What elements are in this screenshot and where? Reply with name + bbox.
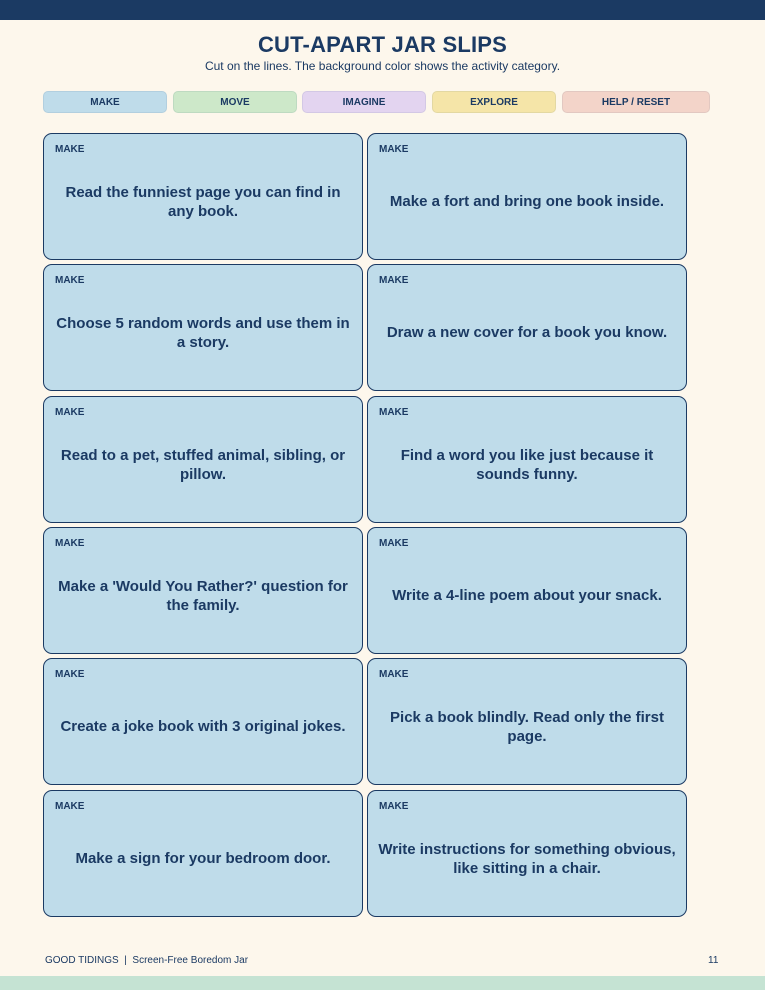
jar-slip [367,790,687,917]
slip-category-label: MAKE [55,669,85,680]
slip-activity-text: Pick a book blindly. Read only the first page. [390,708,664,745]
legend-chip-help-reset: HELP / RESET [562,91,710,113]
footer-brand-text: GOOD TIDINGS | Screen-Free Boredom Jar [45,955,249,966]
legend-chip-move: MOVE [173,91,297,113]
category-legend [0,91,765,113]
page-number: 11 [708,955,719,966]
slip-activity-text: Write a 4-line poem about your snack. [392,587,662,604]
jar-slip [367,264,687,391]
jar-slip [367,527,687,654]
jar-slip [43,658,363,785]
jar-slip [43,790,363,917]
slip-category-label: MAKE [379,407,409,418]
jar-slip [43,133,363,260]
page-subtitle: Cut on the lines. The background color shows the activity category. [204,59,561,73]
legend-chip-imagine: IMAGINE [302,91,426,113]
slip-activity-text: Draw a new cover for a book you know. [386,324,668,341]
slip-category-label: MAKE [55,538,85,549]
slip-activity-text: Write instructions for something obvious, like sitting in a chair. [378,840,676,877]
jar-slip [367,658,687,785]
jar-slip [43,396,363,523]
jar-slip [43,527,363,654]
slip-activity-text: Find a word you like just because it sounds funny. [400,446,654,483]
bottom-band [0,976,765,990]
slip-activity-text: Make a fort and bring one book inside. [389,193,665,210]
jar-slip [367,133,687,260]
slip-activity-text: Make a sign for your bedroom door. [75,850,331,867]
slip-category-label: MAKE [379,801,409,812]
slip-category-label: MAKE [379,669,409,680]
slip-category-label: MAKE [55,275,85,286]
legend-chip-explore: EXPLORE [432,91,556,113]
slip-category-label: MAKE [55,144,85,155]
slip-category-label: MAKE [379,144,409,155]
slip-category-label: MAKE [379,538,409,549]
slip-category-label: MAKE [55,801,85,812]
slip-category-label: MAKE [379,275,409,286]
slip-category-label: MAKE [55,407,85,418]
slip-activity-text: Create a joke book with 3 original jokes. [60,718,346,735]
slip-activity-text: Make a 'Would You Rather?' question for the family. [58,577,348,614]
top-banner-bar [0,0,765,20]
jar-slip [367,396,687,523]
slip-activity-text: Read the funniest page you can find in any book. [65,183,341,220]
slip-activity-text: Choose 5 random words and use them in a story. [56,314,350,351]
page-title: CUT-APART JAR SLIPS [257,32,508,57]
slip-activity-text: Read to a pet, stuffed animal, sibling, or pillow. [60,446,346,483]
jar-slip [43,264,363,391]
legend-chip-make: MAKE [43,91,167,113]
